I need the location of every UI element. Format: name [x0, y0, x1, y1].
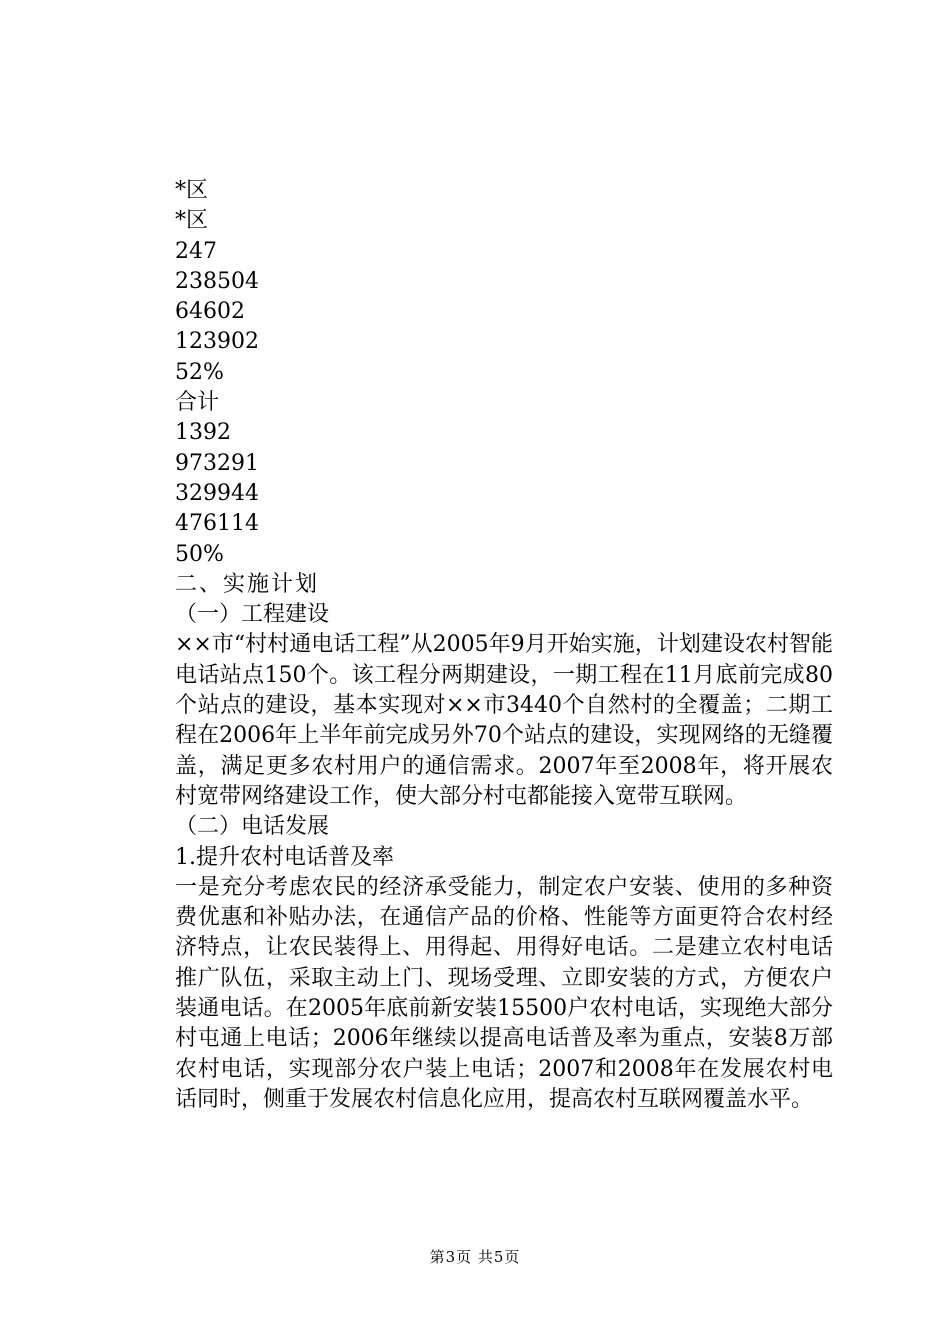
paragraph-phone-development: 一是充分考虑农民的经济承受能力，制定农户安装、使用的多种资费优惠和补贴办法，在通信产品的价格、性能等方面更符合农村经济特点，让农民装得上、用得起、用得好电话。二是建立农村电话推广队伍，采取主动上门、现场受理、立即安装的方式，方便农户装通电话。在2005年底前新安装15500户农村电话，实现绝大部分村屯通上电话；2006年继续以提高电话普及率为重点，安装8万部农村电话，实现部分农户装上电话；2007和2008年在发展农村电话同时，侧重于发展农村信息化应用，提高农村互联网覆盖水平。 [175, 874, 833, 1112]
subsection-heading: （二）电话发展 [175, 814, 330, 840]
document-body [175, 176, 833, 1115]
table-cell: 329944 [175, 480, 259, 506]
subsection-heading: （一）工程建设 [175, 602, 330, 628]
table-cell: 123902 [175, 329, 259, 355]
table-cell: 合计 [175, 390, 220, 416]
table-cell: *区 [175, 178, 209, 203]
table-cell: 973291 [175, 450, 259, 476]
table-cell: 238504 [175, 268, 259, 294]
page-number-footer: 第3页 共5页 [429, 1248, 521, 1266]
item-heading: 1.提升农村电话普及率 [175, 844, 394, 870]
paragraph-engineering: ××市“村村通电话工程”从2005年9月开始实施，计划建设农村智能电话站点150个。该工程分两期建设，一期工程在11月底前完成80个站点的建设，基本实现对××市3440个自然村的全覆盖；二期工程在2006年上半年前完成另外70个站点的建设，实现网络的无缝覆盖，满足更多农村用户的通信需求。2007年至2008年，将开展农村宽带网络建设工作，使大部分村屯都能接入宽带互联网。 [175, 632, 833, 809]
table-cell: 247 [175, 238, 217, 264]
table-values-list [175, 176, 833, 570]
table-cell: 64602 [175, 299, 245, 325]
table-cell: 50% [175, 541, 224, 567]
table-cell: *区 [175, 208, 209, 234]
section-heading: 二、实施计划 [175, 571, 320, 597]
table-cell: 1392 [175, 420, 231, 446]
table-cell: 476114 [175, 511, 259, 537]
table-cell: 52% [175, 359, 224, 385]
